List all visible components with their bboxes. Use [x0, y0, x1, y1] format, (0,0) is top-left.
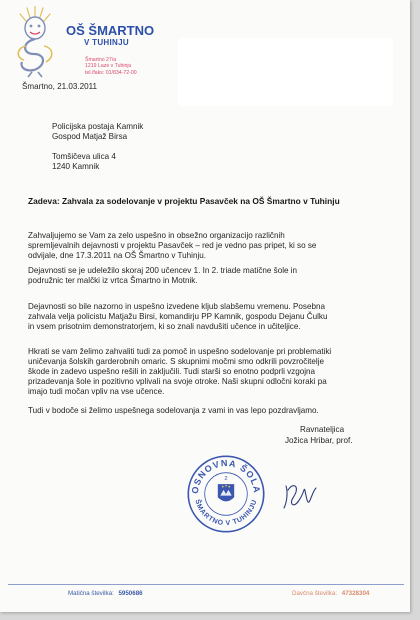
school-name-sub: V TUHINJU: [84, 38, 129, 47]
paragraph-1: [28, 231, 390, 261]
paragraph-line: uničevanja šolskih garderobnih omaric. S skupnimi močmi smo odkrili povzročitelje: [28, 357, 324, 366]
paragraph-4: [28, 347, 390, 397]
coat-of-arms-icon: [218, 484, 234, 501]
date-line: Šmartno, 21.03.2011: [22, 82, 97, 91]
footer-tax-label: Davčna številka:: [292, 590, 338, 597]
signatory-name: Jožica Hribar, prof.: [285, 436, 353, 445]
redacted-area: [178, 38, 393, 106]
paragraph-line: Tudi v bodoče si želimo uspešnega sodelovanja z vami in vas lepo pozdravljamo.: [28, 406, 319, 415]
recipient-line: Gospod Matjaž Birsa: [52, 132, 128, 141]
school-name-main: OŠ ŠMARTNO: [66, 23, 155, 38]
footer-tax: [292, 590, 369, 597]
paragraph-line: in vsem prisotnim demonstratorjem, ki so znali navdušiti učence in učiteljice.: [28, 322, 301, 331]
recipient-block: [52, 122, 143, 142]
paragraph-3: [28, 302, 390, 332]
school-address-line: Šmartno 27/a: [85, 57, 117, 63]
footer-divider: [8, 584, 404, 585]
paragraph-line: podružnic ter malčki iz vrtca Šmartno in Motnik.: [28, 276, 198, 285]
paragraph-line: Dejavnosti so bile nazorno in uspešno izvedene kljub slabšemu vremenu. Posebna: [28, 302, 325, 311]
paragraph-line: imajo tudi močan vpliv na vse učence.: [28, 387, 165, 396]
school-name: [66, 24, 154, 47]
signatory-title: Ravnateljica: [300, 425, 345, 434]
footer-registration: [68, 590, 143, 597]
official-stamp: [185, 453, 267, 535]
paragraph-line: Dejavnosti se je udeležilo skoraj 200 učencev 1. In 2. triade matične šole in: [28, 266, 298, 275]
paragraph-line: škode in zadevo uspešno rešili in zaključili. Tudi starši so enotno podprli vzgojna: [28, 367, 316, 376]
paragraph-line: odvijale, dne 17.3.2011 na OŠ Šmartno v Tuhinju.: [28, 251, 207, 260]
stamp-number: 2: [224, 476, 228, 483]
footer-tax-value: 47328304: [341, 590, 370, 597]
paragraph-line: spremljevalnih dejavnosti v projektu Pasavček – red je vedno pas pripet, ki so se: [28, 241, 317, 250]
school-logo-icon: [10, 6, 68, 78]
footer-registration-value: 5950686: [118, 590, 143, 597]
paragraph-line: Hkrati se vam želimo zahvaliti tudi za pomoč in uspešno sodelovanje pri problematiki: [28, 347, 332, 356]
stamp-bottom-text: ŠMARTNO V TUHINJU: [193, 498, 259, 528]
subject-line: Zadeva: Zahvala za sodelovanje v projektu Pasavček na OŠ Šmartno v Tuhinju: [28, 196, 340, 206]
paragraph-line: Zahvaljujemo se Vam za zelo uspešno in obsežno organizacijo različnih: [28, 231, 285, 240]
recipient-address-line: Tomšičeva ulica 4: [52, 152, 116, 161]
school-address-line: tel./faks: 01/834-72-00: [85, 69, 137, 76]
school-address-line: 1219 Laze v Tuhinju: [85, 63, 132, 70]
stamp-top-text: OSNOVNA ŠOLA: [189, 457, 263, 495]
handwritten-signature: [278, 478, 322, 514]
paragraph-5: [28, 406, 390, 416]
recipient-address: [52, 152, 116, 172]
footer-registration-label: Matična številka:: [68, 590, 114, 597]
paragraph-line: zahvala velja policistu Matjažu Birsi, komandirju PP Kamnik, gospodu Dejanu Čulku: [28, 312, 328, 321]
paragraph-line: prizadevanja šole in pozitivno vplivali na svoje otroke. Naši skupni odločni koraki pa: [28, 377, 327, 386]
svg-text:ŠMARTNO V TUHINJU: [193, 498, 258, 527]
school-address: [85, 57, 137, 76]
recipient-line: Policijska postaja Kamnik: [52, 122, 144, 131]
recipient-address-line: 1240 Kamnik: [52, 162, 100, 171]
paragraph-2: [28, 266, 390, 286]
